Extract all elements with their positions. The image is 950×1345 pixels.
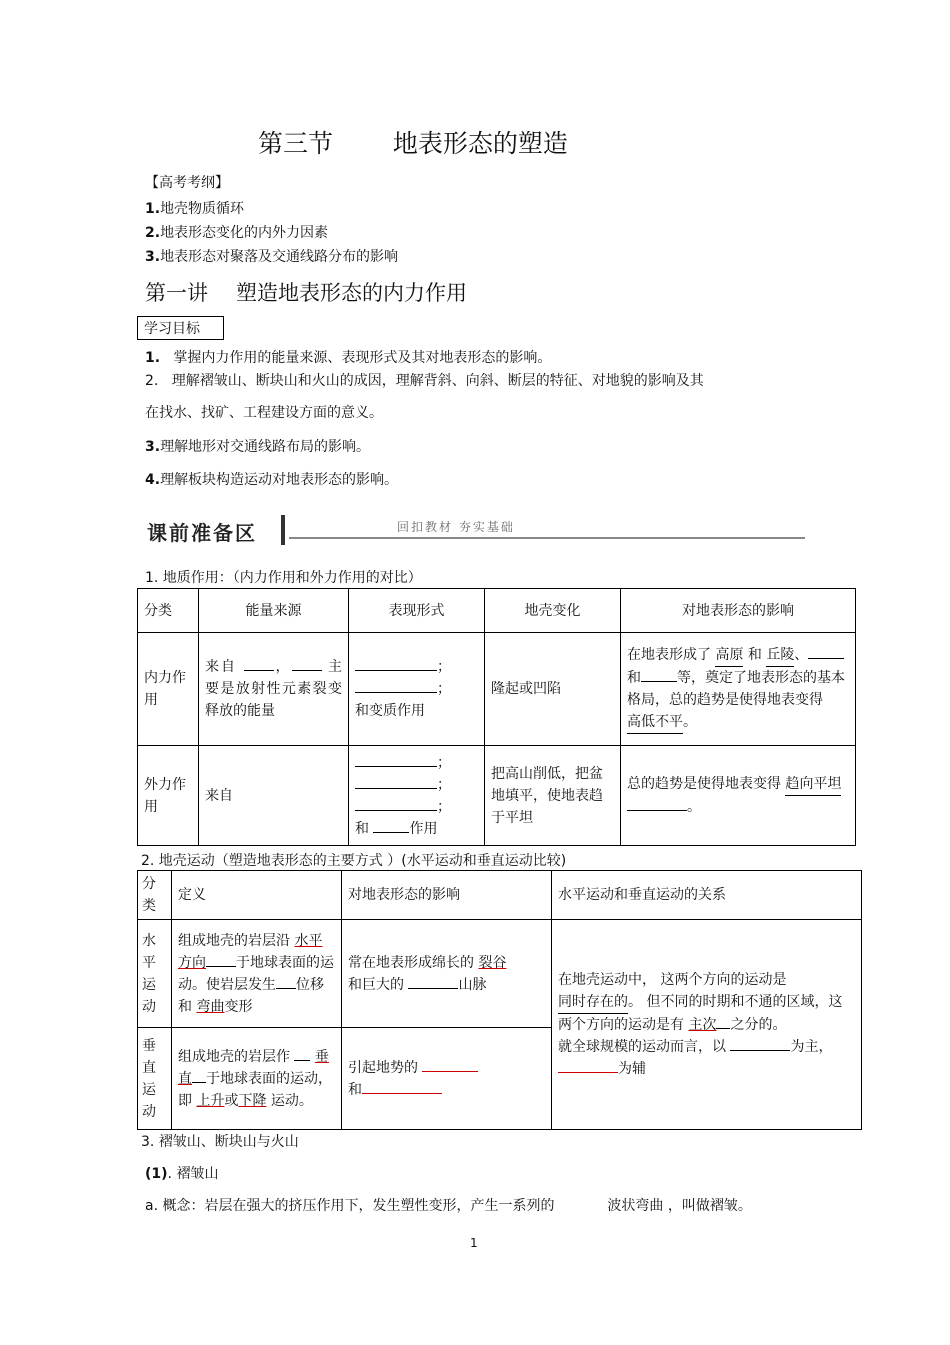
- crust-change: 把高山削低，把盆地填平，使地表趋于平坦: [485, 746, 621, 846]
- row-category: 垂直运动: [138, 1028, 172, 1130]
- section2-title: 2. 地壳运动（塑造地表形态的主要方式 ）(水平运动和垂直运动比较): [141, 853, 567, 869]
- table-header: 表现形式: [349, 589, 485, 633]
- movement-relation: 在地壳运动中， 这两个方向的运动是 同时存在的。 但不同的时期和不通的区域，这两个方向的运动是有 主次 之分的。 就全球规模的运动而言，以 为主， 为辅: [552, 920, 862, 1130]
- section-title: 地表形态的塑造: [392, 129, 568, 158]
- table-header: 分类: [138, 871, 172, 920]
- syllabus-label: 【高考考纲】: [145, 175, 229, 191]
- goal-item: 4.理解板块构造运动对地表形态的影响。: [145, 472, 399, 488]
- surface-effect: 总的趋势是使得地表变得 趋向平坦。: [621, 746, 856, 846]
- expression-form: ； ； 和变质作用: [349, 633, 485, 746]
- page-number: 1: [470, 1236, 478, 1250]
- page-title: [258, 124, 568, 160]
- surface-effect: 在地表形成了 高原 和 丘陵、和 等，奠定了地表形态的基本格局，总的趋势是使得地表变得 高低不平。: [621, 633, 856, 746]
- section-number: 第三节: [258, 129, 334, 158]
- table-header: 对地表形态的影响: [621, 589, 856, 633]
- row-category: 内力作用: [138, 633, 199, 746]
- goal-item: 3.理解地形对交通线路布局的影响。: [145, 439, 371, 455]
- energy-source: 来自: [199, 746, 349, 846]
- syllabus-item: 1.地壳物质循环: [145, 201, 245, 217]
- banner-divider: [281, 515, 285, 545]
- movement-definition: 组成地壳的岩层沿 水平方向 于地球表面的运动。使岩层发生 位移和 弯曲变形: [172, 920, 342, 1028]
- table-row: [138, 920, 862, 1028]
- goal-item: 1. 掌握内力作用的能量来源、表现形式及其对地表形态的影响。: [145, 350, 552, 366]
- concept-line: a. 概念：岩层在强大的挤压作用下，发生塑性变形，产生一系列的 波状弯曲 ，叫做褶皱。: [145, 1198, 752, 1214]
- table-header: 定义: [172, 871, 342, 920]
- surface-effect: 引起地势的 和: [342, 1028, 552, 1130]
- section1-title: 1. 地质作用：（内力作用和外力作用的对比）: [145, 570, 422, 586]
- banner-subtitle: 回扣教材 夯实基础: [397, 520, 515, 534]
- table-header: 分类: [138, 589, 199, 633]
- lecture-heading: 第一讲 塑造地表形态的内力作用: [145, 281, 467, 305]
- table-row: [138, 746, 856, 846]
- movement-definition: 组成地壳的岩层作 垂直 于地球表面的运动，即 上升或下降 运动。: [172, 1028, 342, 1130]
- row-category: 水平运动: [138, 920, 172, 1028]
- crust-change: 隆起或凹陷: [485, 633, 621, 746]
- goals-label: 学习目标: [137, 316, 224, 340]
- surface-effect: 常在地表形成绵长的 裂谷 和巨大的 山脉: [342, 920, 552, 1028]
- row-category: 外力作用: [138, 746, 199, 846]
- section3-title: 3. 褶皱山、断块山与火山: [141, 1134, 299, 1150]
- table-header: 能量来源: [199, 589, 349, 633]
- goal-item: 2. 理解褶皱山、断块山和火山的成因，理解背斜、向斜、断层的特征、对地貌的影响及其: [145, 373, 704, 389]
- banner-title: 课前准备区: [147, 521, 257, 545]
- table-header-row: [138, 589, 856, 633]
- crust-movement-table: [137, 870, 862, 1130]
- geologic-action-table: [137, 588, 856, 846]
- syllabus-item: 3.地表形态对聚落及交通线路分布的影响: [145, 249, 399, 265]
- energy-source: 来自 ， 主要是放射性元素裂变释放的能量: [199, 633, 349, 746]
- table-row: [138, 633, 856, 746]
- banner-rule: [289, 537, 805, 539]
- table-header-row: [138, 871, 862, 920]
- syllabus-item: 2.地表形态变化的内外力因素: [145, 225, 329, 241]
- goal-item: 在找水、找矿、工程建设方面的意义。: [145, 405, 383, 421]
- subsection-heading: (1). 褶皱山: [145, 1166, 219, 1182]
- table-header: 地壳变化: [485, 589, 621, 633]
- expression-form: ； ； ； 和 作用: [349, 746, 485, 846]
- section-banner: [145, 515, 805, 547]
- table-header: 水平运动和垂直运动的关系: [552, 871, 862, 920]
- table-header: 对地表形态的影响: [342, 871, 552, 920]
